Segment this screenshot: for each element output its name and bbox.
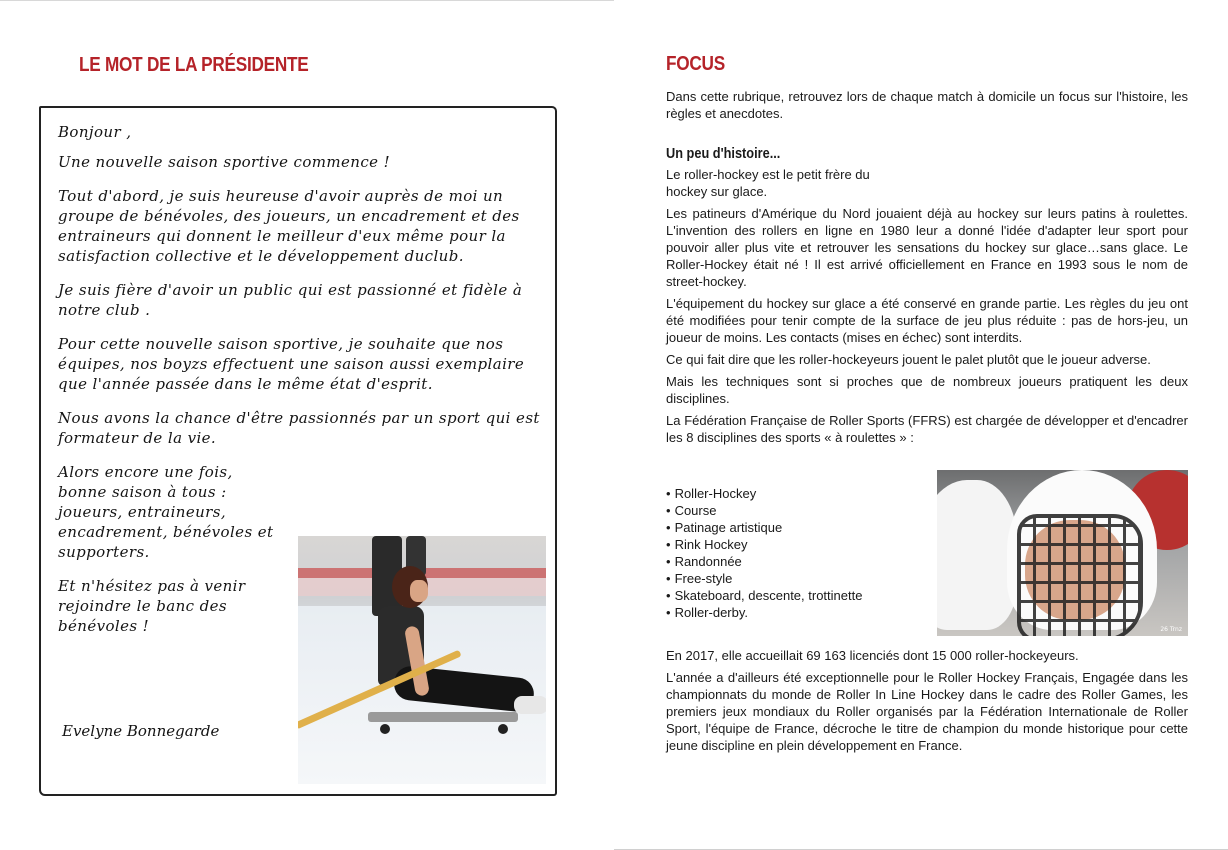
discipline-item: • Rink Hockey [666, 536, 862, 553]
letter-paragraph: Alors encore une fois, bonne saison à tous : joueurs, entraineurs, encadrement, bénévoles et supporters. [58, 463, 274, 561]
discipline-item: • Course [666, 502, 862, 519]
letter-paragraph: Et n'hésitez pas à venir rejoindre le banc des bénévoles ! [58, 577, 246, 635]
discipline-item: • Roller-derby. [666, 604, 862, 621]
letter-paragraph: Une nouvelle saison sportive commence ! [58, 153, 391, 171]
letter-paragraph: Pour cette nouvelle saison sportive, je souhaite que nos équipes, nos boyzs effectuent une saison aussi exemplaire que l'année passée dans le même état d'esprit. [58, 335, 525, 393]
stats-body [666, 647, 1188, 759]
stats-paragraph: L'année a d'ailleurs été exceptionnelle pour le Roller Hockey Français, Engagée dans les championnats du monde de Roller In Line Hockey dans le cadre des Roller Games, les premiers jeux mondiaux du Roller organisés par la Fédération Internationale de Roller Sport, l'équipe de France, décroche le titre de champion du monde historique pour cette jeune discipline en plein développement en France. [666, 670, 1188, 753]
right-page [614, 0, 1228, 850]
photo-credit: 26 Trnz [1160, 626, 1182, 633]
history-body [666, 166, 1188, 451]
stats-paragraph: En 2017, elle accueillait 69 163 licenciés dont 15 000 roller-hockeyeurs. [666, 648, 1079, 663]
president-photo [298, 536, 546, 784]
focus-title: FOCUS [666, 53, 725, 75]
letter-paragraph: Nous avons la chance d'être passionnés par un sport qui est formateur de la vie. [58, 409, 540, 447]
letter-signature: Evelyne Bonnegarde [62, 722, 220, 740]
history-paragraph: Les patineurs d'Amérique du Nord jouaient déjà au hockey sur leurs patins à roulettes. L'invention des rollers en ligne en 1980 leur a donné l'idée d'adapter leur sport pour pouvoir aller plus vite et retrouver les sensations du hockey sur glace…sans glace. Le Roller-Hockey était né ! Il est arrivé officiellement en France en 1993 sous le nom de street-hockey. [666, 206, 1188, 289]
history-paragraph: Ce qui fait dire que les roller-hockeyeurs jouent le palet plutôt que le joueur adverse. [666, 352, 1151, 367]
disciplines-list [666, 485, 862, 621]
letter-paragraph: Tout d'abord, je suis heureuse d'avoir auprès de moi un groupe de bénévoles, des joueurs, un encadrement et des entraineurs qui donnent le meilleur d'eux même pour la satisfaction collective et le développement duclub. [58, 187, 520, 265]
history-paragraph: Mais les techniques sont si proches que de nombreux joueurs pratiquent les deux disciplines. [666, 374, 1188, 406]
letter-greeting: Bonjour , [58, 123, 132, 141]
history-subheading: Un peu d'histoire... [666, 146, 781, 162]
top-rule [0, 0, 614, 1]
history-paragraph: Le roller-hockey est le petit frère du hockey sur glace. [666, 167, 870, 199]
discipline-item: • Free-style [666, 570, 862, 587]
discipline-item: • Roller-Hockey [666, 485, 862, 502]
letter-paragraph: Je suis fière d'avoir un public qui est passionné et fidèle à notre club . [58, 281, 523, 319]
discipline-item: • Patinage artistique [666, 519, 862, 536]
history-paragraph: L'équipement du hockey sur glace a été conservé en grande partie. Les règles du jeu ont été modifiées pour tenir compte de la surface de jeu plus réduite : pas de hors-jeu, un joueur de moins. Les contacts (mises en échec) sont interdits. [666, 296, 1188, 345]
presidente-title: LE MOT DE LA PRÉSIDENTE [79, 54, 309, 76]
focus-intro: Dans cette rubrique, retrouvez lors de chaque match à domicile un focus sur l'histoire, les règles et anecdotes. [666, 89, 1188, 121]
hockey-player-photo [937, 470, 1188, 636]
history-paragraph: La Fédération Française de Roller Sports (FFRS) est chargée de développer et d'encadrer les 8 disciplines des sports « à roulettes » : [666, 413, 1188, 445]
discipline-item: • Randonnée [666, 553, 862, 570]
discipline-item: • Skateboard, descente, trottinette [666, 587, 862, 604]
